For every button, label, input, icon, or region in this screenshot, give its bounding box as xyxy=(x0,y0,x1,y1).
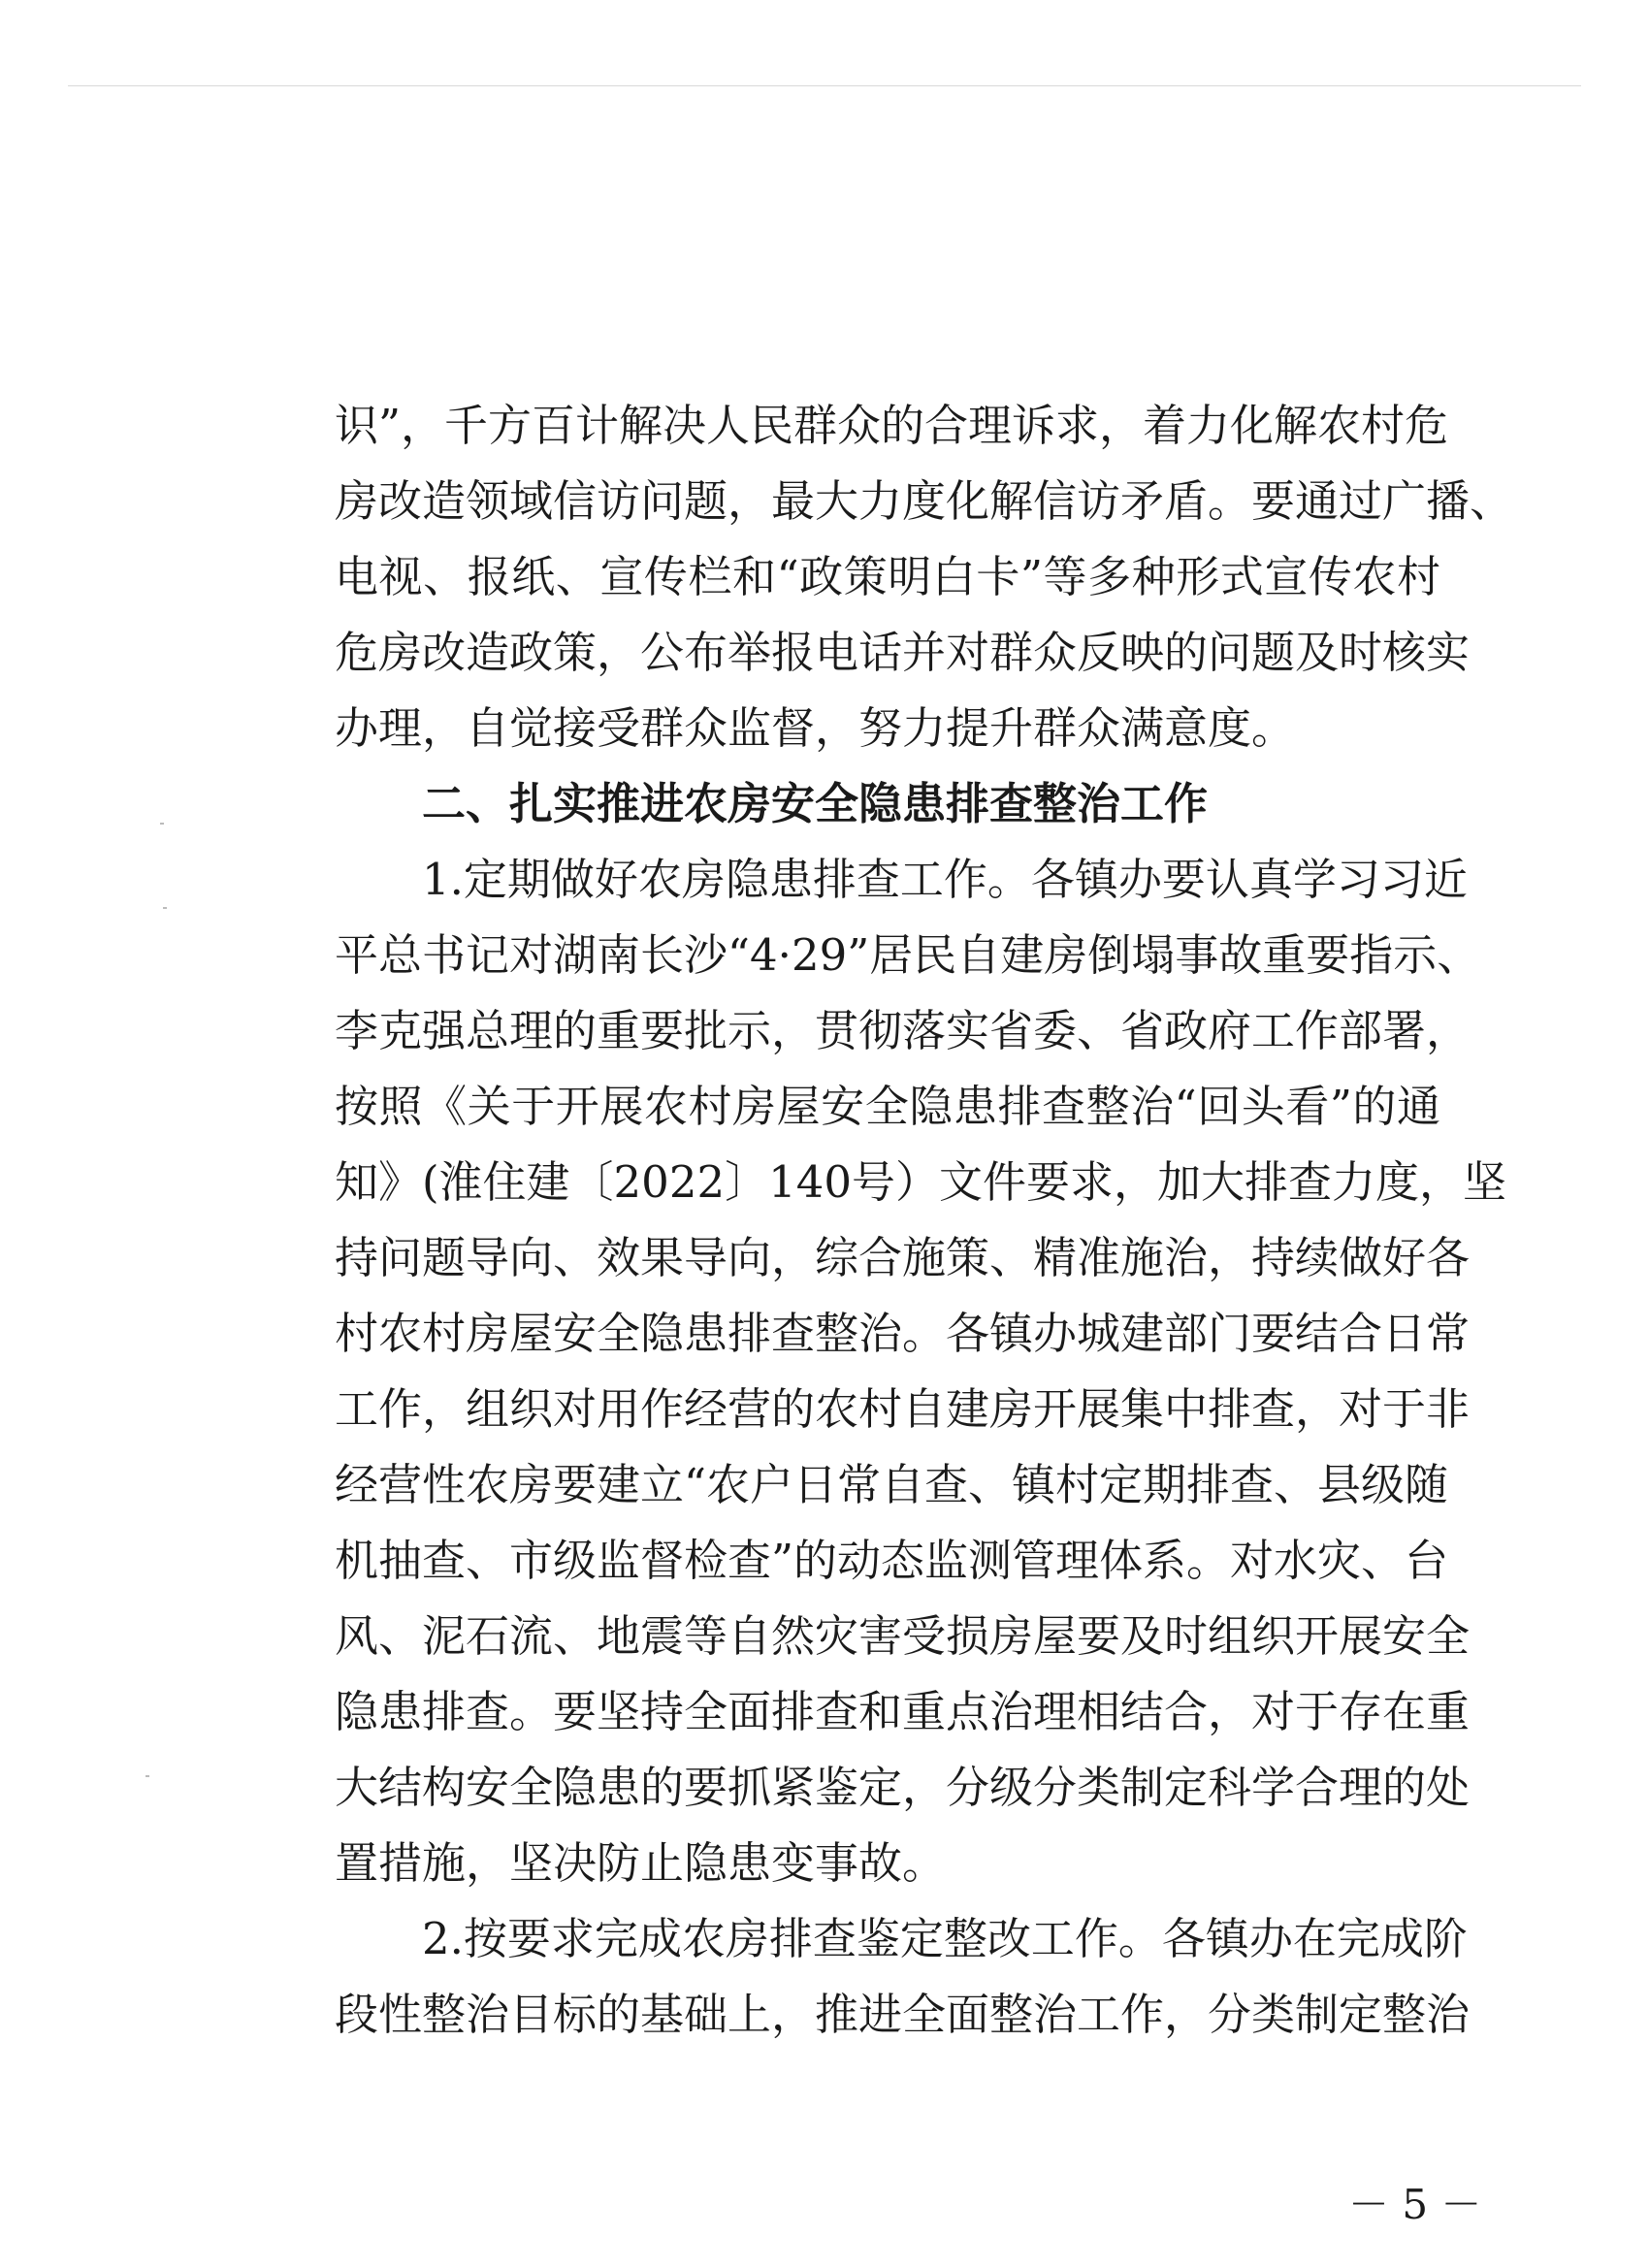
text-line-11: 知》(淮住建〔2022〕140号）文件要求，加大排查力度，坚 xyxy=(335,1156,1506,1208)
text-line-14: 工作，组织对用作经营的农村自建房开展集中排查，对于非 xyxy=(335,1383,1471,1435)
text-line-2: 房改造领域信访问题，最大力度化解信访矛盾。要通过广播、 xyxy=(335,475,1514,527)
text-line-9: 李克强总理的重要批示，贯彻落实省委、省政府工作部署， xyxy=(335,1005,1471,1056)
text-line-7: 1.定期做好农房隐患排查工作。各镇办要认真学习习近 xyxy=(422,854,1468,905)
text-line-20: 置措施，坚决防止隐患变事故。 xyxy=(335,1837,947,1889)
scan-speck xyxy=(163,907,167,909)
text-line-5: 办理，自觉接受群众监督，努力提升群众满意度。 xyxy=(335,702,1296,754)
text-line-13: 村农村房屋安全隐患排查整治。各镇办城建部门要结合日常 xyxy=(335,1308,1471,1359)
text-line-22: 段性整治目标的基础上，推进全面整治工作，分类制定整治 xyxy=(335,1989,1471,2040)
scan-edge-line xyxy=(68,85,1581,86)
text-line-15: 经营性农房要建立“农户日常自查、镇村定期排查、县级随 xyxy=(335,1459,1449,1510)
text-line-12: 持问题导向、效果导向，综合施策、精准施治，持续做好各 xyxy=(335,1232,1471,1283)
text-line-3: 电视、报纸、宣传栏和“政策明白卡”等多种形式宣传农村 xyxy=(335,551,1440,602)
text-line-19: 大结构安全隐患的要抓紧鉴定，分级分类制定科学合理的处 xyxy=(335,1762,1471,1813)
text-line-10: 按照《关于开展农村房屋安全隐患排查整治“回头看”的通 xyxy=(335,1081,1440,1132)
text-line-4: 危房改造政策，公布举报电话并对群众反映的问题及时核实 xyxy=(335,627,1471,678)
page-number: － 5 － xyxy=(1348,2181,1482,2228)
text-line-1: 识”，千方百计解决人民群众的合理诉求，着力化解农村危 xyxy=(335,400,1449,451)
text-line-21: 2.按要求完成农房排查鉴定整改工作。各镇办在完成阶 xyxy=(422,1913,1468,1964)
text-line-8: 平总书记对湖南长沙“4·29”居民自建房倒塌事故重要指示、 xyxy=(335,929,1481,981)
text-line-16: 机抽查、市级监督检查”的动态监测管理体系。对水灾、台 xyxy=(335,1535,1449,1586)
text-line-18: 隐患排查。要坚持全面排查和重点治理相结合，对于存在重 xyxy=(335,1686,1471,1737)
scan-speck xyxy=(160,823,164,825)
text-line-17: 风、泥石流、地震等自然灾害受损房屋要及时组织开展安全 xyxy=(335,1610,1471,1662)
section-heading: 二、扎实推进农房安全隐患排查整治工作 xyxy=(422,778,1209,829)
scan-speck xyxy=(146,1775,149,1777)
